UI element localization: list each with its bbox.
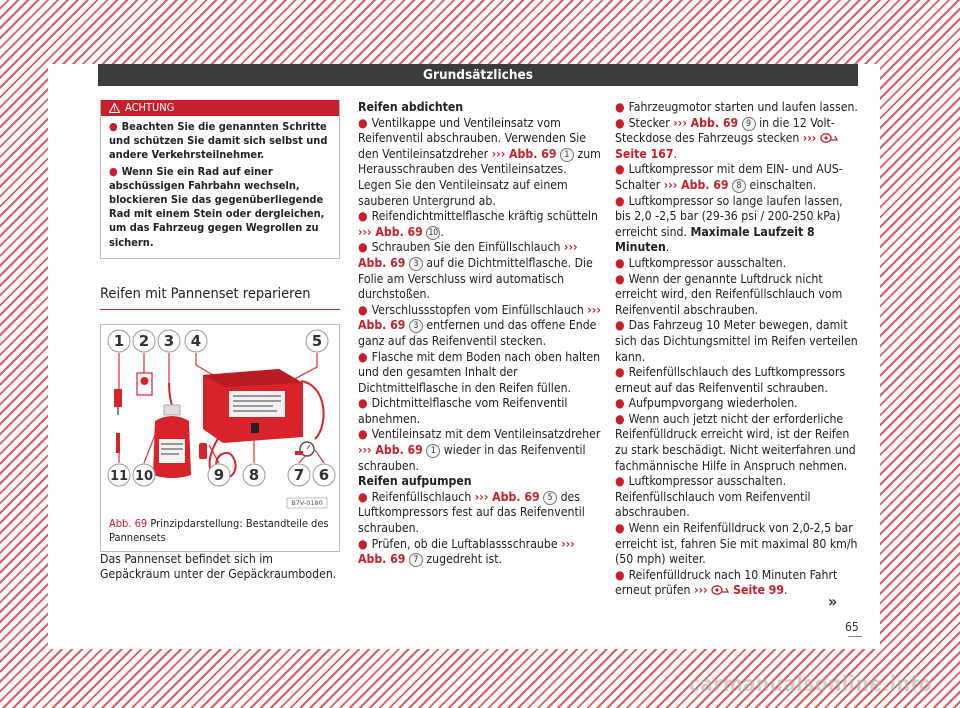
warning-item: ● Wenn Sie ein Rad auf einer abschüssigen Fahrbahn wechseln, blockieren Sie das gegenüberliegende Rad mit einem Stein oder dergleichen, um das Fahrzeug gegen Wegrollen zu sichern. (109, 164, 325, 249)
figure-callout: 5 (311, 331, 323, 350)
watermark: carmanualsonline.info (688, 672, 932, 696)
list-item: ● Fahrzeugmotor starten und laufen lassen. (615, 100, 858, 114)
figure-callout: 2 (138, 331, 150, 350)
column-left (100, 100, 340, 583)
list-item: ● Dichtmittelflasche vom Reifenventil abnehmen. (358, 396, 568, 426)
figure-ref-link[interactable]: ››› Abb. 69 (358, 302, 601, 333)
list-item: ● Flasche mit dem Boden nach oben halten und den gesamten Inhalt der Dichtmittelflasche in den Reifen füllen. (358, 349, 601, 395)
figure-caption-ref: Abb. 69 (109, 516, 148, 530)
figure-ref-link[interactable]: ››› Abb. 69 (474, 489, 540, 504)
figure-pannenset (100, 324, 340, 552)
figure-ref-link[interactable]: ››› Abb. 69 (491, 146, 557, 161)
page-header: Grundsätzliches (98, 64, 858, 86)
list-item: ● Luftkompressor mit dem EIN- und AUS-Schalter ››› Abb. 69 8 einschalten. (615, 162, 843, 192)
list-item: ● Ventilkappe und Ventileinsatz vom Reifenventil abschrauben. Verwenden Sie den Ventileinsatzdreher ››› Abb. 69 1 zum Herausschrauben des Ventileinsatzes. Legen Sie den Ventileinsatz auf einem sauberen Untergrund ab. (358, 115, 601, 208)
warning-body (101, 116, 339, 258)
tire-icon (711, 584, 729, 595)
list-item: ● Luftkompressor ausschalten. (615, 255, 787, 270)
list-item: ● Reifenfüllschlauch ››› Abb. 69 5 des Luftkompressors fest auf das Reifenventil schrauben. (358, 489, 585, 536)
list-item: ● Luftkompressor so lange laufen lassen, bis 2,0 -2,5 bar (29-36 psi / 200-250 kPa) erreicht sind. Maximale Laufzeit 8 Minuten. (615, 193, 843, 255)
page-ref-link[interactable]: ››› Seite 167 (615, 131, 838, 161)
list-item: ● Stecker ››› Abb. 69 9 in die 12 Volt-Steckdose des Fahrzeugs stecken ››› Seite 167. (615, 116, 861, 163)
continued-marker: » (828, 592, 838, 611)
list-item: ● Wenn der genannte Luftdruck nicht erreicht wird, den Reifenfüllschlauch vom Reifenventil abschrauben. (615, 271, 843, 317)
list-item: ● Reifenfüllschlauch des Luftkompressors erneut auf das Reifenventil schrauben. (615, 365, 846, 395)
figure-ref-link[interactable]: ››› Abb. 69 (358, 224, 423, 239)
list-item: ● Ventileinsatz mit dem Ventileinsatzdreher ››› Abb. 69 1 wieder in das Reifenventil schrauben. (358, 427, 601, 473)
warning-header (101, 100, 339, 116)
intro-text: Das Pannenset befindet sich im Gepäckraum unter der Gepäckraumboden. (100, 551, 337, 582)
list-item: ● Schrauben Sie den Einfüllschlauch ››› Abb. 69 3 auf die Dichtmittelflasche. Die Folie am Verschluss wird automatisch durchstoßen. (358, 240, 593, 302)
list-item: ● Luftkompressor ausschalten. Reifenfüllschlauch vom Reifenventil abschrauben. (615, 474, 811, 520)
list-item: ● Prüfen, ob die Luftablassschraube ››› Abb. 69 7 zugedreht ist. (358, 536, 575, 567)
subheading-pump: Reifen aufpumpen (358, 474, 472, 489)
figure-code: B7V-0180 (291, 498, 323, 507)
figure-callout: 9 (213, 465, 225, 484)
section-title: Reifen mit Pannenset reparieren (100, 285, 340, 310)
page-number-rule (848, 636, 862, 637)
list-item: ● Reifenfülldruck nach 10 Minuten Fahrt erneut prüfen ››› Seite 99. (615, 567, 838, 598)
warning-triangle-icon (109, 103, 120, 113)
list-item: ● Wenn ein Reifenfülldruck von 2,0-2,5 bar erreicht ist, fahren Sie mit maximal 80 km/h (50 mph) weiter. (615, 521, 858, 567)
figure-callout: 10 (134, 468, 154, 484)
page-number: 65 (845, 620, 859, 634)
figure-callout: 7 (293, 465, 305, 484)
figure-ref-link[interactable]: ››› Abb. 69 (663, 177, 729, 192)
figure-caption: Abb. 69 Prinzipdarstellung: Bestandteile des Pannensets (109, 516, 329, 544)
figure-ref-link[interactable]: ››› Abb. 69 (358, 443, 423, 458)
figure-callout: 3 (163, 331, 175, 350)
figure-ref-link[interactable]: ››› Abb. 69 (673, 115, 739, 130)
figure-callout: 6 (318, 465, 330, 484)
warning-box (100, 100, 340, 259)
list-item: ● Verschlussstopfen vom Einfüllschlauch ››› Abb. 69 3 entfernen und das offene Ende ganz auf das Reifenventil stecken. (358, 302, 601, 348)
page-ref-link[interactable]: ››› Seite 99 (693, 583, 785, 598)
list-item: ● Das Fahrzeug 10 Meter bewegen, damit sich das Dichtungsmittel im Reifen verteilen kann. (615, 318, 858, 364)
column-right (615, 100, 861, 599)
figure-callout: 11 (109, 468, 129, 484)
warning-item: ● Beachten Sie die genannten Schritte und schützen Sie damit sich selbst und andere Verkehrsteilnehmer. (109, 120, 328, 162)
pannenset-illustration (101, 325, 339, 511)
figure-callout: 4 (190, 331, 202, 350)
list-item: ● Reifendichtmittelflasche kräftig schütteln ››› Abb. 69 10 . (358, 209, 598, 239)
subheading-seal: Reifen abdichten (358, 100, 464, 114)
warning-label: ACHTUNG (125, 101, 175, 114)
figure-callout: 8 (248, 465, 260, 484)
tire-icon (820, 132, 838, 143)
figure-callout: 1 (113, 331, 125, 350)
column-middle (358, 100, 601, 568)
list-item: ● Aufpumpvorgang wiederholen. (615, 396, 798, 411)
figure-ref-link[interactable]: ››› Abb. 69 (358, 536, 575, 567)
figure-ref-link[interactable]: ››› Abb. 69 (358, 240, 578, 270)
list-item: ● Wenn auch jetzt nicht der erforderliche Reifenfülldruck erreicht wird, ist der Reifen zu stark beschädigt. Nicht weiterfahren und fachmännische Hilfe in Anspruch nehmen. (615, 411, 856, 473)
